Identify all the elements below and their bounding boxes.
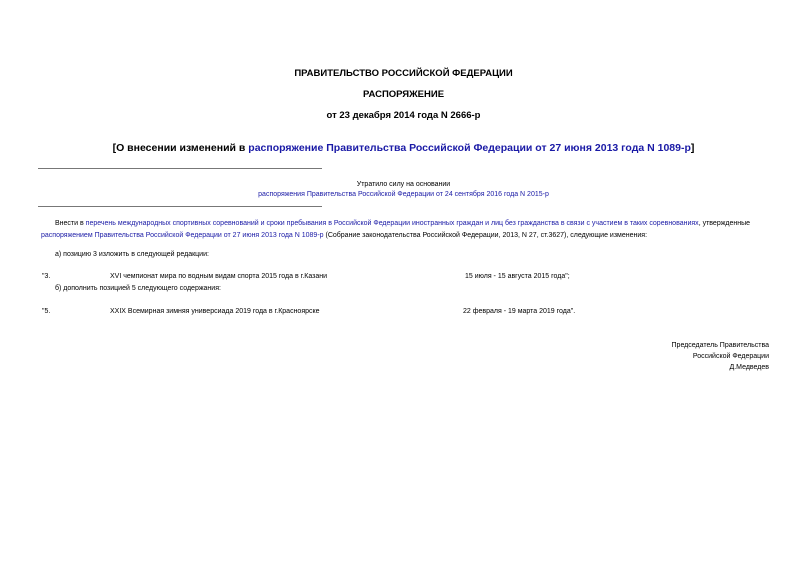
row5-dates: 22 февраля - 19 марта 2019 года".: [463, 308, 576, 315]
title-prefix: О внесении изменений в: [116, 142, 249, 154]
row5-event: XXIX Всемирная зимняя универсиада 2019 года в г.Красноярске: [110, 308, 320, 315]
document-type: РАСПОРЯЖЕНИЕ: [362, 89, 445, 100]
row3-dates: 15 июля - 15 августа 2015 года";: [465, 273, 570, 280]
document-title: [0, 142, 807, 154]
row3-event: XVI чемпионат мира по водным видам спорта 2015 года в г.Казани: [110, 273, 328, 280]
title-open-bracket: [: [112, 142, 117, 154]
divider-bottom: [38, 206, 322, 207]
item-b: б) дополнить позицией 5 следующего содержания:: [55, 285, 221, 292]
signature-country: Российской Федерации: [692, 353, 769, 360]
intro-text-2: , утвержденные: [698, 220, 751, 227]
repeal-note: Утратило силу на основании: [356, 181, 451, 188]
title-link[interactable]: распоряжение Правительства Российской Федерации от 27 июня 2013 года N 1089-р: [248, 142, 691, 154]
government-heading: ПРАВИТЕЛЬСТВО РОССИЙСКОЙ ФЕДЕРАЦИИ: [294, 68, 513, 79]
signature-title: Председатель Правительства: [671, 342, 769, 349]
intro-paragraph: [41, 218, 769, 241]
repeal-link[interactable]: распоряжения Правительства Российской Федерации от 24 сентября 2016 года N 2015-р: [258, 191, 549, 198]
intro-link-list[interactable]: перечень международных спортивных соревнований и сроки пребывания в Российской Федерации иностранных граждан и лиц без гражданства в связи с участием в таких соревнованиях: [85, 220, 699, 227]
row5-number: "5.: [42, 308, 51, 315]
intro-text-1: Внести в: [55, 220, 86, 227]
signature-name: Д.Медведев: [729, 364, 769, 371]
intro-text-3: (Собрание законодательства Российской Федерации, 2013, N 27, ст.3627), следующие изменения:: [323, 231, 648, 239]
row3-number: "3.: [42, 273, 51, 280]
intro-link-order[interactable]: распоряжением Правительства Российской Федерации от 27 июня 2013 года N 1089-р: [41, 231, 324, 239]
divider-top: [38, 168, 322, 169]
item-a: а) позицию 3 изложить в следующей редакции:: [55, 251, 209, 258]
title-close-bracket: ]: [690, 142, 695, 154]
document-date-number: от 23 декабря 2014 года N 2666-р: [326, 110, 481, 121]
signature-block: [672, 340, 769, 373]
